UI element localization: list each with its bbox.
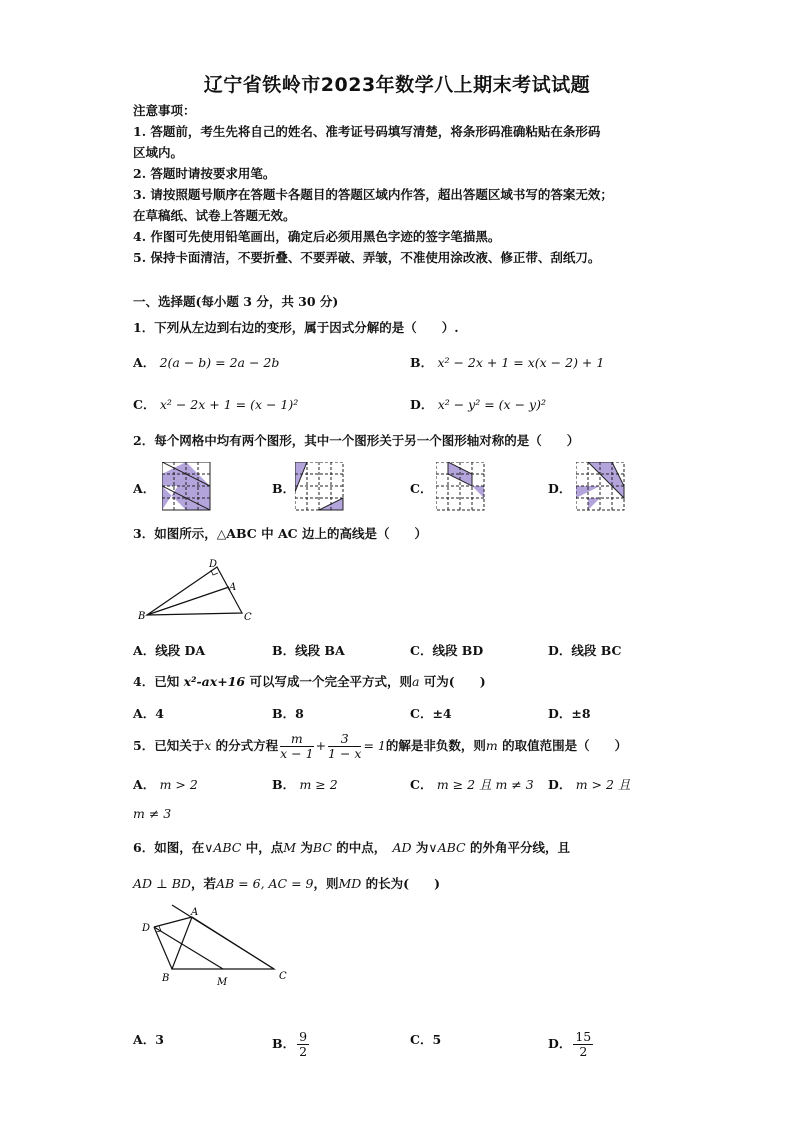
q2-option-d: D．: [548, 481, 572, 496]
q6-label-b: B: [162, 973, 170, 984]
q5-option-c: C． m ≥ 2 且 m ≠ 3: [410, 777, 534, 792]
q2-option-c: C．: [410, 481, 433, 496]
q3-option-c: C．线段 BD: [410, 643, 484, 658]
notes-block: [133, 100, 673, 268]
page-title: 辽宁省铁岭市2023年数学八上期末考试试题: [203, 74, 591, 96]
question-6-line2: AD ⊥ BD，若AB = 6, AC = 9，则MD 的长为( ): [133, 876, 441, 891]
q6-figure: [138, 903, 298, 991]
notes-line: 在草稿纸、试卷上答题无效。: [133, 208, 296, 223]
q6-label-m: M: [217, 977, 228, 988]
q3-option-d: D．线段 BC: [548, 643, 622, 658]
question-5-stem: 5．已知关于x 的分式方程 $\frac{m}{x - 1}$ + $\frac{3}{1 - x}$ = 1的解是非负数，则m 的取值范围是（ ）: [133, 731, 628, 761]
q6-option-a: A．3: [133, 1032, 164, 1047]
q1-option-a: A． 2(a − b) = 2a − 2b: [133, 355, 280, 370]
q3-figure: [138, 558, 258, 624]
q6-label-a: A: [191, 907, 199, 918]
q6-label-d: D: [142, 923, 151, 934]
q1-option-b: B． x² − 2x + 1 = x(x − 2) + 1: [410, 355, 605, 370]
q2-grid-b: [295, 462, 345, 512]
q5-option-d-continued: m ≠ 3: [133, 806, 172, 821]
q1-option-c: C． x² − 2x + 1 = (x − 1)²: [133, 397, 299, 412]
q5-option-a: A． m > 2: [133, 777, 198, 792]
q4-option-a: A．4: [133, 706, 164, 721]
question-3-stem: 3．如图所示，△ABC 中 AC 边上的高线是（ ）: [133, 526, 427, 541]
q4-option-c: C．±4: [410, 706, 452, 721]
q3-label-d: D: [209, 559, 218, 570]
q4-option-d: D．±8: [548, 706, 591, 721]
q3-label-a: A: [229, 582, 237, 593]
notes-line: 4. 作图可先使用铅笔画出，确定后必须用黑色字迹的签字笔描黑。: [133, 229, 501, 244]
q3-option-b: B．线段 BA: [272, 643, 345, 658]
q6-option-b: B． $\frac{9}{2}$: [272, 1029, 308, 1059]
question-1-stem: 1．下列从左边到右边的变形，属于因式分解的是（ ）.: [133, 320, 459, 335]
notes-line: 区域内。: [133, 145, 184, 160]
q2-grid-c: [436, 462, 486, 512]
q3-label-b: B: [138, 611, 146, 622]
q4-option-b: B．8: [272, 706, 304, 721]
question-6-line1: 6．如图，在∨ABC 中，点M 为BC 的中点， AD 为∨ABC 的外角平分线，且: [133, 840, 570, 855]
q6-label-c: C: [279, 971, 287, 982]
question-2-stem: 2．每个网格中均有两个图形，其中一个图形关于另一个图形轴对称的是（ ）: [133, 433, 580, 448]
q3-label-c: C: [244, 612, 252, 623]
notes-line: 5. 保持卡面清洁，不要折叠、不要弄破、弄皱，不准使用涂改液、修正带、刮纸刀。: [133, 250, 601, 265]
q1-option-d: D． x² − y² = (x − y)²: [410, 397, 546, 412]
q2-option-b: B．: [272, 481, 296, 496]
q5-option-d: D． m > 2 且: [548, 777, 631, 792]
q2-grid-d: [576, 462, 626, 512]
q3-option-a: A．线段 DA: [133, 643, 206, 658]
q5-option-b: B． m ≥ 2: [272, 777, 338, 792]
notes-line: 2. 答题时请按要求用笔。: [133, 166, 276, 181]
notes-heading: 注意事项：: [133, 103, 196, 118]
question-4-stem: 4．已知 x²-ax+16 可以写成一个完全平方式，则a 可为( ): [133, 674, 486, 689]
q2-option-a: A．: [133, 481, 156, 496]
q2-grid-a: [162, 462, 212, 512]
q6-option-c: C．5: [410, 1032, 442, 1047]
q6-option-d: D． $\frac{15}{2}$: [548, 1029, 592, 1059]
notes-line: 1. 答题前，考生先将自己的姓名、准考证号码填写清楚，将条形码准确粘贴在条形码: [133, 124, 601, 139]
section-heading: 一、选择题(每小题 3 分，共 30 分): [133, 294, 339, 309]
notes-line: 3. 请按照题号顺序在答题卡各题目的答题区域内作答，超出答题区域书写的答案无效；: [133, 187, 613, 202]
